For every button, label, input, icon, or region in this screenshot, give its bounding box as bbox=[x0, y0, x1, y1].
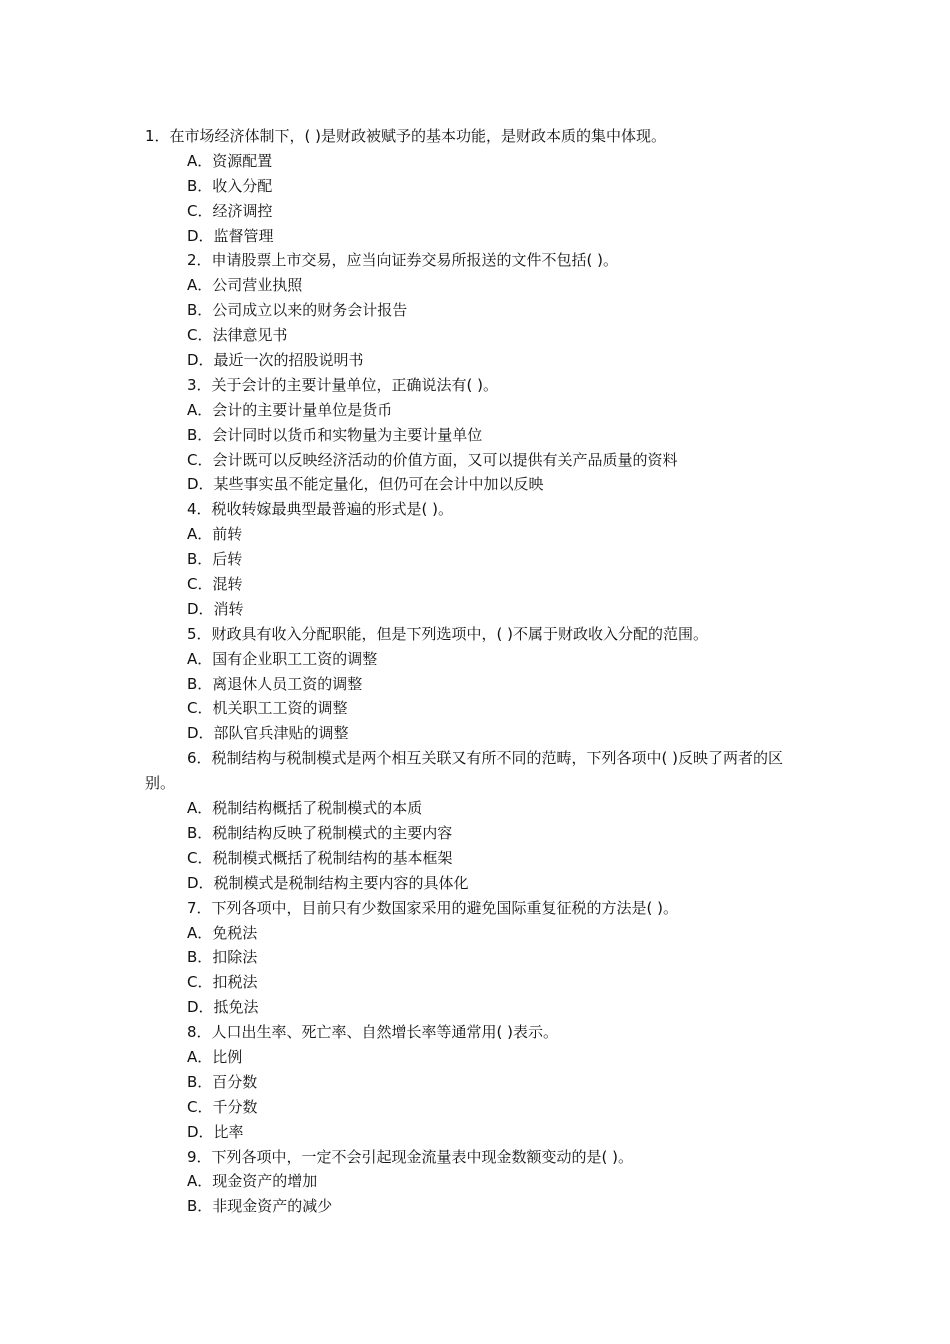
answer-option: A．免税法 bbox=[187, 923, 258, 942]
answer-option: A．税制结构概括了税制模式的本质 bbox=[187, 799, 423, 818]
answer-option: A．公司营业执照 bbox=[187, 276, 303, 295]
answer-option: A．比例 bbox=[187, 1047, 243, 1066]
question-text: 1．在市场经济体制下，( )是财政被赋予的基本功能，是财政本质的集中体现。 bbox=[145, 127, 667, 145]
question-text: 4．税收转嫁最典型最普遍的形式是( )。 bbox=[187, 500, 454, 519]
answer-option: D．某些事实虽不能定量化，但仍可在会计中加以反映 bbox=[187, 475, 544, 494]
answer-option: C．会计既可以反映经济活动的价值方面，又可以提供有关产品质量的资料 bbox=[187, 450, 678, 469]
answer-option: B．非现金资产的减少 bbox=[187, 1197, 333, 1216]
answer-option: A．资源配置 bbox=[187, 151, 273, 170]
question-text: 8．人口出生率、死亡率、自然增长率等通常用( )表示。 bbox=[187, 1023, 559, 1042]
answer-option: D．抵免法 bbox=[187, 998, 259, 1017]
answer-option: B．税制结构反映了税制模式的主要内容 bbox=[187, 823, 453, 842]
question-list bbox=[145, 124, 810, 1219]
answer-option: C．混转 bbox=[187, 575, 243, 594]
answer-option: D．监督管理 bbox=[187, 226, 274, 245]
answer-option: B．百分数 bbox=[187, 1072, 258, 1091]
answer-option: B．公司成立以来的财务会计报告 bbox=[187, 301, 408, 320]
answer-option: A．国有企业职工工资的调整 bbox=[187, 649, 378, 668]
question-text: 5．财政具有收入分配职能，但是下列选项中，( )不属于财政收入分配的范围。 bbox=[187, 624, 709, 643]
question-text: 7．下列各项中，目前只有少数国家采用的避免国际重复征税的方法是( )。 bbox=[187, 898, 679, 917]
answer-option: C．千分数 bbox=[187, 1097, 258, 1116]
question-text: 9．下列各项中，一定不会引起现金流量表中现金数额变动的是( )。 bbox=[187, 1147, 634, 1166]
answer-option: D．最近一次的招股说明书 bbox=[187, 351, 364, 370]
answer-option: D．税制模式是税制结构主要内容的具体化 bbox=[187, 873, 469, 892]
question-text: 6．税制结构与税制模式是两个相互关联又有所不同的范畴，下列各项中( )反映了两者的区别。 bbox=[145, 749, 784, 793]
answer-option: C．税制模式概括了税制结构的基本框架 bbox=[187, 848, 453, 867]
answer-option: B．扣除法 bbox=[187, 948, 258, 967]
answer-option: B．离退休人员工资的调整 bbox=[187, 674, 363, 693]
answer-option: B．会计同时以货币和实物量为主要计量单位 bbox=[187, 425, 483, 444]
answer-option: B．收入分配 bbox=[187, 176, 273, 195]
question-text: 2．申请股票上市交易，应当向证券交易所报送的文件不包括( )。 bbox=[187, 251, 619, 270]
answer-option: A．前转 bbox=[187, 525, 243, 544]
answer-option: C．机关职工工资的调整 bbox=[187, 699, 348, 718]
answer-option: C．法律意见书 bbox=[187, 326, 288, 345]
answer-option: C．经济调控 bbox=[187, 201, 273, 220]
question-text: 3．关于会计的主要计量单位，正确说法有( )。 bbox=[187, 375, 499, 394]
answer-option: D．部队官兵津贴的调整 bbox=[187, 724, 349, 743]
answer-option: D．比率 bbox=[187, 1122, 244, 1141]
answer-option: C．扣税法 bbox=[187, 973, 258, 992]
answer-option: A．会计的主要计量单位是货币 bbox=[187, 400, 393, 419]
answer-option: D．消转 bbox=[187, 599, 244, 618]
answer-option: A．现金资产的增加 bbox=[187, 1172, 318, 1191]
answer-option: B．后转 bbox=[187, 550, 243, 569]
